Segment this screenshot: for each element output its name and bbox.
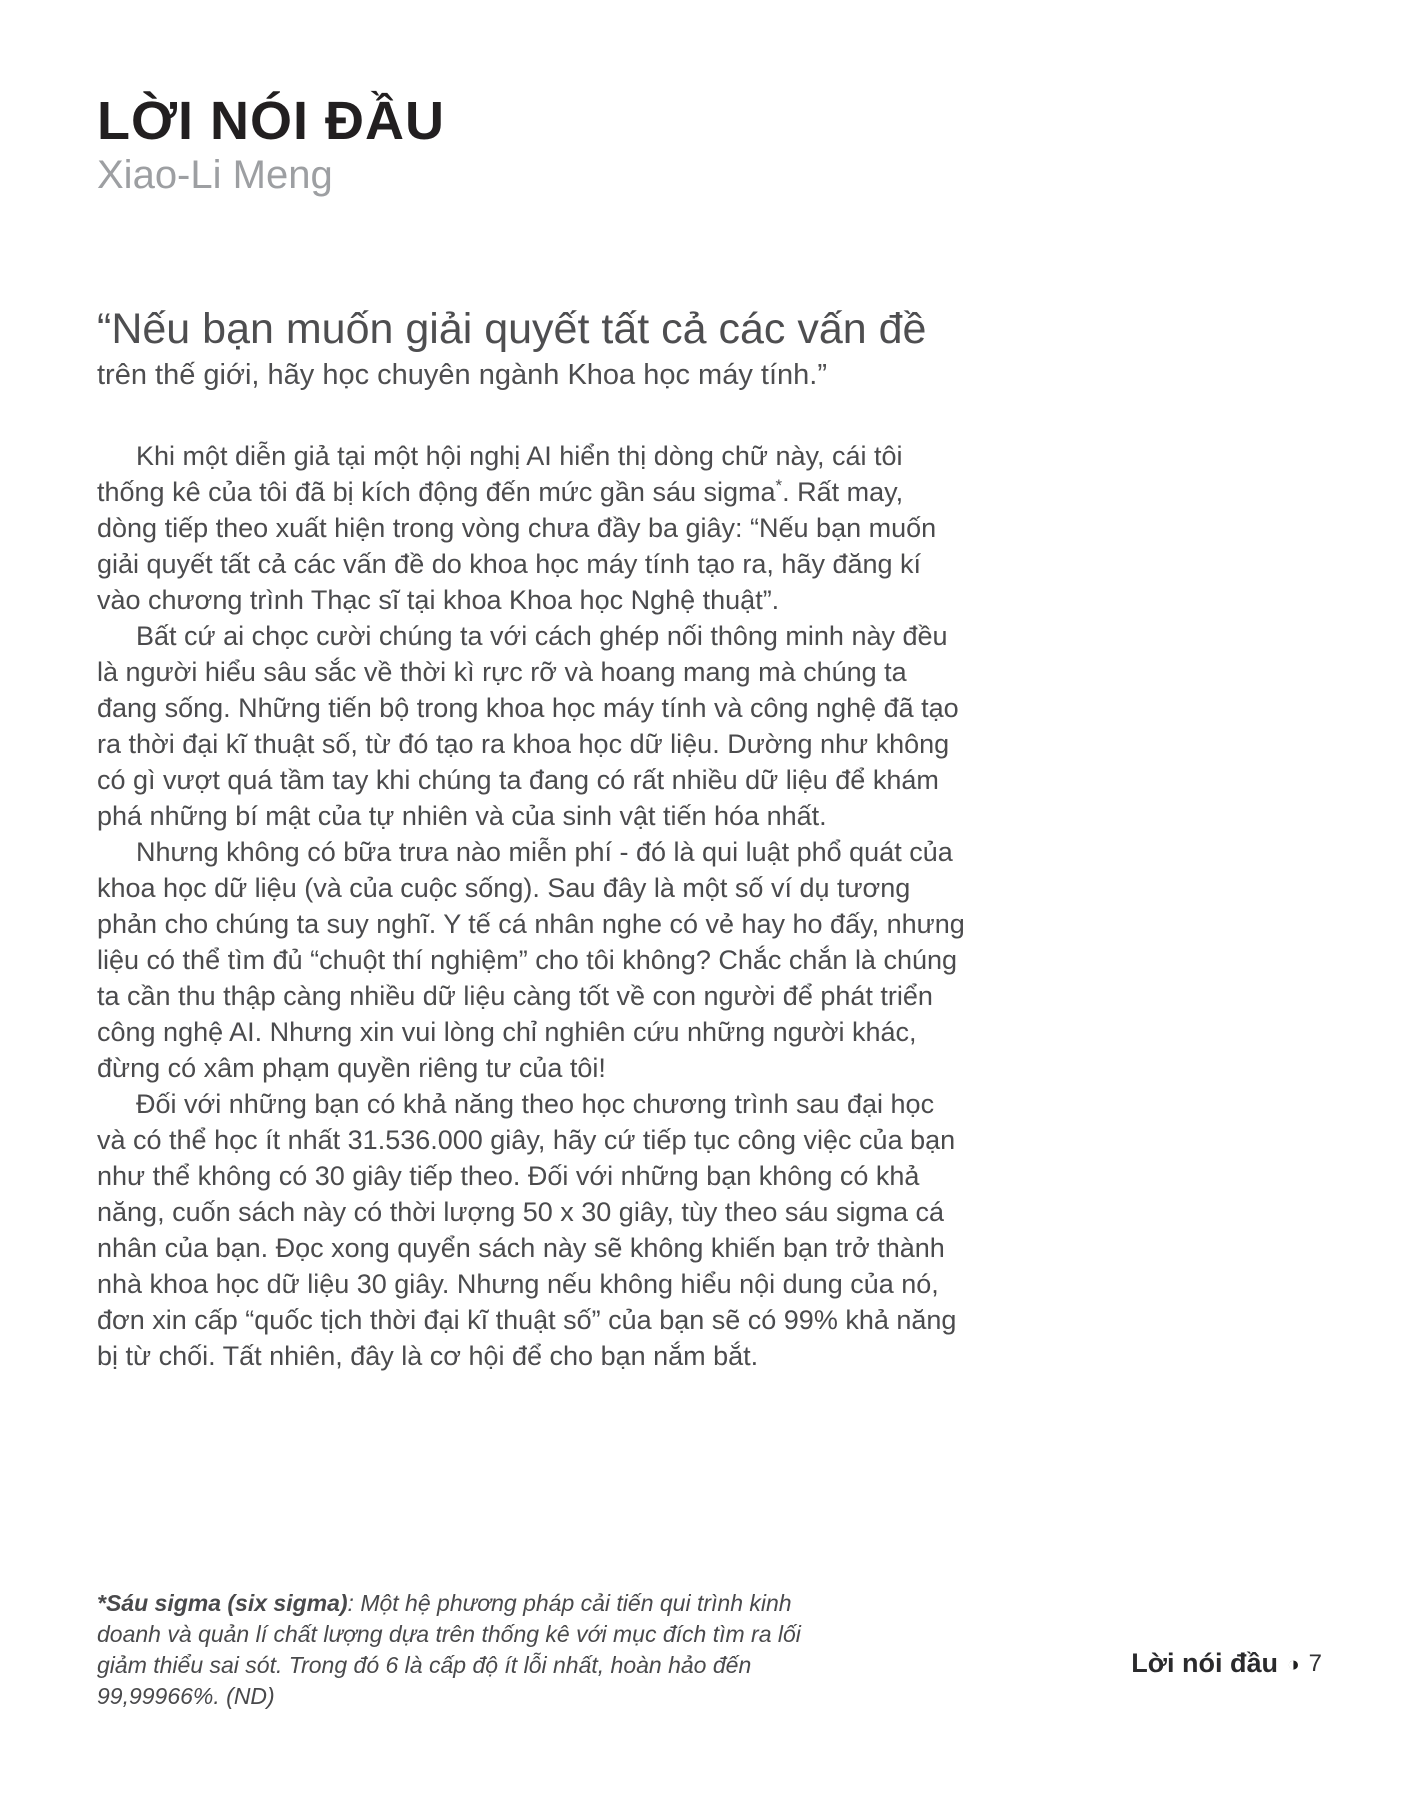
- chapter-author: Xiao-Li Meng: [97, 153, 333, 197]
- footnote-term: *Sáu sigma (six sigma): [97, 1590, 348, 1616]
- body-paragraph-4: Đối với những bạn có khả năng theo học chương trình sau đại học và có thể học ít nhất 31.536.000 giây, hãy cứ tiếp tục công việc của bạn như thể không có 30 giây tiếp theo. Đối với những bạn không có khả năng, cuốn sách này có thời lượng 50 x 30 giây, tùy theo sáu sigma cá nhân của bạn. Đọc xong quyển sách này sẽ không khiến bạn trở thành nhà khoa học dữ liệu 30 giây. Nhưng nếu không hiểu nội dung của nó, đơn xin cấp “quốc tịch thời đại kĩ thuật số” của bạn sẽ có 99% khả năng bị từ chối. Tất nhiên, đây là cơ hội để cho bạn nắm bắt.: [97, 1089, 957, 1371]
- epigraph: [97, 304, 969, 394]
- body-paragraph-1: [97, 438, 969, 618]
- half-circle-icon: ◑: [1286, 1653, 1300, 1676]
- paragraph-text-segment: Khi một diễn giả tại một hội nghị AI hiển thị dòng chữ này, cái tôi thống kê của tôi đã bị kích động đến mức gần sáu sigma: [97, 441, 903, 507]
- paragraph-text-segment: . Rất may, dòng tiếp theo xuất hiện trong vòng chưa đầy ba giây: “Nếu bạn muốn giải quyết tất cả các vấn đề do khoa học máy tính tạo ra, hãy đăng kí vào chương trình Thạc sĩ tại khoa Khoa học Nghệ thuật”.: [97, 477, 937, 615]
- body-text: [97, 438, 969, 1374]
- footer-section-label: Lời nói đầu: [1131, 1648, 1278, 1678]
- body-paragraph-3: Nhưng không có bữa trưa nào miễn phí - đó là qui luật phổ quát của khoa học dữ liệu (và của cuộc sống). Sau đây là một số ví dụ tương phản cho chúng ta suy nghĩ. Y tế cá nhân nghe có vẻ hay ho đấy, nhưng liệu có thể tìm đủ “chuột thí nghiệm” cho tôi không? Chắc chắn là chúng ta cần thu thập càng nhiều dữ liệu càng tốt về con người để phát triển công nghệ AI. Nhưng xin vui lòng chỉ nghiên cứu những người khác, đừng có xâm phạm quyền riêng tư của tôi!: [97, 837, 965, 1083]
- page-content: [97, 92, 969, 1374]
- footnote-text: : Một hệ phương pháp cải tiến qui trình kinh doanh và quản lí chất lượng dựa trên thống kê với mục đích tìm ra lối giảm thiểu sai sót. Trong đó 6 là cấp độ ít lỗi nhất, hoàn hảo đến 99,99966%. (ND): [97, 1590, 801, 1709]
- epigraph-line-1: “Nếu bạn muốn giải quyết tất cả các vấn đề: [97, 305, 927, 353]
- body-paragraph-2: Bất cứ ai chọc cười chúng ta với cách ghép nối thông minh này đều là người hiểu sâu sắc về thời kì rực rỡ và hoang mang mà chúng ta đang sống. Những tiến bộ trong khoa học máy tính và công nghệ đã tạo ra thời đại kĩ thuật số, từ đó tạo ra khoa học dữ liệu. Dường như không có gì vượt quá tầm tay khi chúng ta đang có rất nhiều dữ liệu để khám phá những bí mật của tự nhiên và của sinh vật tiến hóa nhất.: [97, 621, 959, 831]
- page-number: 7: [1308, 1649, 1322, 1677]
- footnote-marker: *: [775, 476, 783, 495]
- footnote: [97, 1588, 849, 1712]
- chapter-title: LỜI NÓI ĐẦU: [97, 91, 446, 151]
- page-footer: [1131, 1648, 1322, 1679]
- epigraph-line-2: trên thế giới, hãy học chuyên ngành Khoa học máy tính.”: [97, 359, 827, 391]
